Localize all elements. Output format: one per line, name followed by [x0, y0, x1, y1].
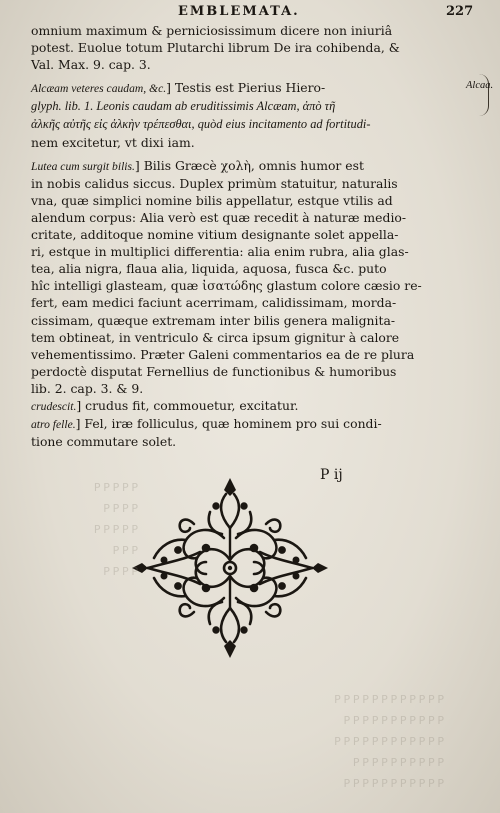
page-header [0, 4, 500, 22]
note-bilis: Lutea cum surgit bilis.] Bilis Græcè χολὴ, omnis humor est in nobis calidus siccus. Duplex primùm statuitur, naturalis vna, quæ simplici nomine bilis appellatur, estque vtilis ad alendum corpus: Alia verò est quæ recedit à naturæ medio- critate, additoque nomine vitium designante solet appella- ri, estque in multiplici differentia: alia enim rubra, alia glas- tea, alia nigra, flaua alia, liquida, aquosa, fusca &c. puto hîc intelligi glasteam, quæ ἰσατώδης glastum colore cæsio re- fert, eam medici faciunt acerrimam, calidissimam, morda- cissimam, quæque extremam inter bilis genera malignita- tem obtineat, in ventriculo & circa ipsum gignitur à calore vehementissimo. Præter Galeni commentarios ea de re plura perdoctè disputat Fernellius de functionibus & humoribus lib. 2. cap. 3. & 9. [31, 157, 422, 396]
paragraph-continuation: omnium maximum & perniciosissimum dicere non iniuriâ potest. Euolue totum Plutarchi librum De ira cohibenda, & Val. Max. 9. cap. 3. [31, 23, 400, 73]
fleuron-ornament-icon [130, 478, 330, 658]
ornament-quadrant [230, 562, 312, 642]
ornament-quadrant [230, 494, 312, 574]
note-lemma: atro felle. [31, 418, 76, 432]
note-lemma: Alcæam veteres caudam, &c. [31, 82, 167, 96]
running-title: EMBLEMATA. [178, 4, 300, 19]
note-crudescit: crudescit.] crudus fit, commouetur, excitatur. [31, 397, 299, 413]
ornament-quadrant [148, 494, 230, 574]
page-number: 227 [446, 4, 474, 19]
ornament-quadrant [148, 562, 230, 642]
note-lemma: Lutea cum surgit bilis. [31, 159, 135, 173]
commentary-text [31, 22, 461, 450]
note-atro-felle: atro felle.] Fel, iræ folliculus, quæ hominem pro sui condi- tione commutare solet. [31, 416, 382, 450]
signature-mark: P ij [320, 467, 343, 483]
note-lemma: crudescit. [31, 399, 77, 413]
show-through-text: ꟼ ꟼ ꟼ ꟼ ꟼ ꟼ ꟼ ꟼ ꟼ ꟼ ꟼ ꟼ ꟼ ꟼ ꟼ ꟼ ꟼ ꟼ ꟼ ꟼ ꟼ [93, 482, 138, 578]
show-through-text: ꟼ ꟼ ꟼ ꟼ ꟼ ꟼ ꟼ ꟼ ꟼ ꟼ ꟼ ꟼ ꟼ ꟼ ꟼ ꟼ ꟼ ꟼ ꟼ ꟼ ꟼ ꟼ ꟼ ꟼ ꟼ ꟼ ꟼ ꟼ ꟼ ꟼ ꟼ ꟼ ꟼ ꟼ ꟼ ꟼ ꟼ ꟼ ꟼ ꟼ ꟼ ꟼ ꟼ ꟼ ꟼ ꟼ ꟼ ꟼ ꟼ ꟼ ꟼ ꟼ ꟼ ꟼ ꟼ ꟼ [334, 694, 444, 790]
note-alcaea: Alcæam veteres caudam, &c.] Testis est Pierius Hiero- glyph. lib. 1. Leonis caudam ab eruditissimis Alcæam, ἀπὸ τῆ ἀλκῆς αὐτῆς εἰς ἀλκὴν τρέπεσθαι, quòd eius incitamento ad fortitudi- nem excitetur, vt dixi iam. [31, 80, 371, 150]
margin-note: Alcaa. [466, 80, 494, 91]
